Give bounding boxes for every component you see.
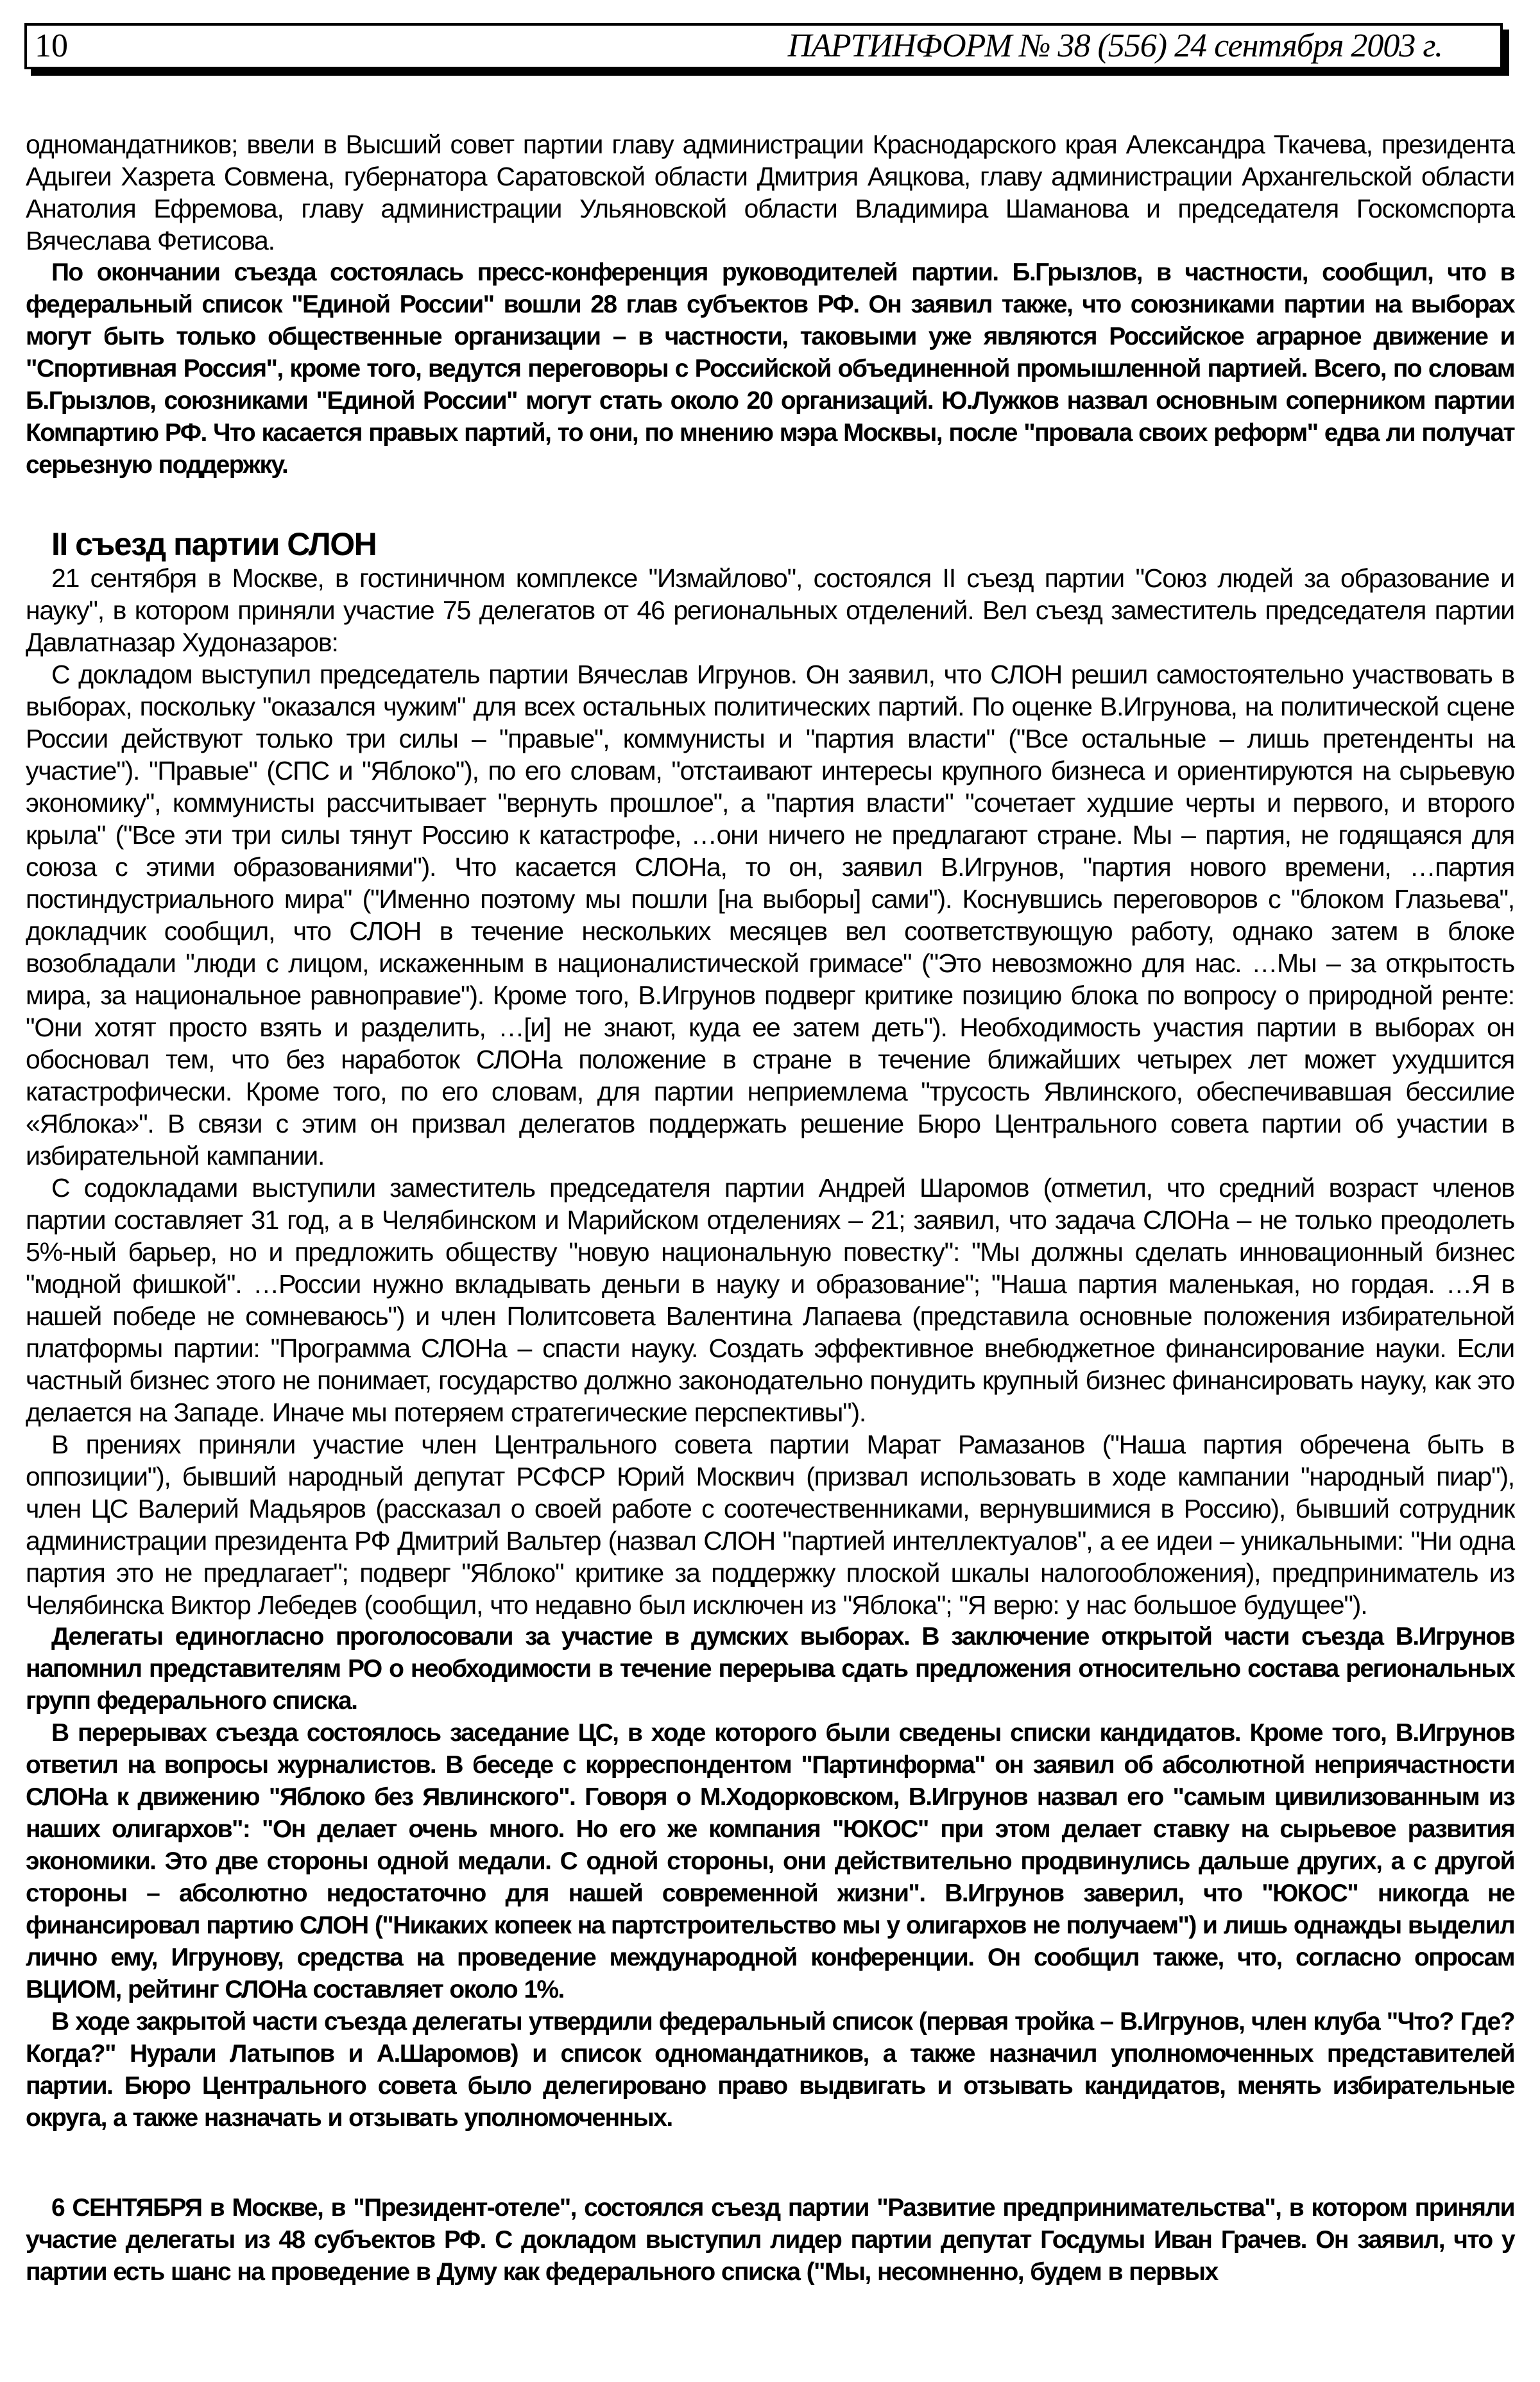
- page-header: [24, 23, 1503, 69]
- section-heading: II съезд партии СЛОН: [51, 526, 377, 562]
- final-paragraph: 6 СЕНТЯБРЯ в Москве, в "Президент-отеле", состоялся съезд партии "Развитие предпринимательства", в котором приняли участие делегаты из 48 субъектов РФ. С докладом выступил лидер партии депутат Госдумы Иван Грачев. Он заявил, что у партии есть шанс на проведение в Думу как федерального списка ("Мы, несомненно, будем в первых: [26, 2194, 1514, 2286]
- paragraph: С содокладами выступили заместитель председателя партии Андрей Шаромов (отметил, что средний возраст членов партии составляет 31 год, а в Челябинском и Марийском отделениях – 21; заявил, что задача СЛОНа – не только преодолеть 5%-ный барьер, но и предложить обществу "новую национальную повестку": "Мы должны сделать инновационный бизнес "модной фишкой". …России нужно вкладывать деньги в науку и образование"; "Наша партия маленькая, но гордая. …Я в нашей победе не сомневаюсь") и член Политсовета Валентина Лапаева (представила основные положения избирательной платформы партии: "Программа СЛОНа – спасти науку. Создать эффективное внебюджетное финансирование науки. Если частный бизнес этого не понимает, государство должно законодательно понудить крупный бизнес финансировать науку, как это делается на Западе. Иначе мы потеряем стратегические перспективы").: [26, 1173, 1514, 1427]
- paragraph: С докладом выступил председатель партии Вячеслав Игрунов. Он заявил, что СЛОН решил самостоятельно участвовать в выборах, поскольку "оказался чужим" для всех остальных политических партий. По оценке В.Игрунова, на политической сцене России действуют только три силы – "правые", коммунисты и "партия власти" ("Все остальные – лишь претенденты на участие"). "Правые" (СПС и "Яблоко"), по его словам, "отстаивают интересы крупного бизнеса и ориентируются на сырьевую экономику", коммунисты рассчитывает "вернуть прошлое", а "партия власти" "сочетает худшие черты и первого, и второго крыла" ("Все эти три силы тянут Россию к катастрофе, …они ничего не предлагают стране. Мы – партия, не годящаяся для союза с этими образованиями"). Что касается СЛОНа, то он, заявил В.Игрунов, "партия нового времени, …партия постиндустриального мира" ("Именно поэтому мы пошли [на выборы] сами"). Коснувшись переговоров с "блоком Глазьева", докладчик сообщил, что СЛОН в течение нескольких месяцев вел соответствующую работу, однако затем в блоке возобладали "люди с лицом, искаженным в националистической гримасе" ("Это невозможно для нас. …Мы – за открытость мира, за национальное равноправие"). Кроме того, В.Игрунов подверг критике позицию блока по вопросу о природной ренте: "Они хотят просто взять и разделить, …[и] не знают, куда ее затем деть"). Необходимость участия партии в выборах он обосновал тем, что без наработок СЛОНа положение в стране в течение ближайших четырех лет может ухудшится катастрофически. Кроме того, по его словам, для партии неприемлема "трусость Явлинского, обеспечивавшая бессилие «Яблока»". В связи с этим он призвал делегатов поддержать решение Бюро Центрального совета партии об участии в избирательной кампании.: [26, 660, 1514, 1170]
- bold-paragraph: В перерывах съезда состоялось заседание ЦС, в ходе которого были сведены списки кандидатов. Кроме того, В.Игрунов ответил на вопросы журналистов. В беседе с корреспондентом "Партинформа" он заявил об абсолютной неприячастности СЛОНа к движению "Яблоко без Явлинского". Говоря о М.Ходорковском, В.Игрунов назвал его "самым цивилизованным из наших олигархов": "Он делает очень много. Но его же компания "ЮКОС" при этом делает ставку на сырьевое развития экономики. Это две стороны одной медали. С одной стороны, они действительно продвинулись дальше других, а с другой стороны – абсолютно недостаточно для нашей современной жизни". В.Игрунов заверил, что "ЮКОС" никогда не финансировал партию СЛОН ("Никаких копеек на партстроительство мы у олигархов не получаем") и лишь однажды выделил лично ему, Игрунову, средства на проведение международной конференции. Он сообщил также, что, согласно опросам ВЦИОМ, рейтинг СЛОНа составляет около 1%.: [26, 1719, 1514, 2003]
- spacer: [26, 2134, 1514, 2192]
- page-number: 10: [35, 28, 68, 64]
- publication-title: ПАРТИНФОРМ № 38 (556) 24 сентября 2003 г.: [787, 28, 1442, 64]
- article-body: [26, 128, 1514, 2288]
- bold-paragraph: По окончании съезда состоялась пресс-конференция руководителей партии. Б.Грызлов, в частности, сообщил, что в федеральный список "Единой России" вошли 28 глав субъектов РФ. Он заявил также, что союзниками партии на выборах могут быть только общественные организации – в частности, таковыми уже являются Российское аграрное движение и "Спортивная Россия", кроме того, ведутся переговоры с Российской объединенной промышленной партией. Всего, по словам Б.Грызлов, союзниками "Единой России" могут стать около 20 организаций. Ю.Лужков назвал основным соперником партии Компартию РФ. Что касается правых партий, то они, по мнению мэра Москвы, после "провала своих реформ" едва ли получат серьезную поддержку.: [26, 259, 1514, 479]
- paragraph: одномандатников; ввели в Высший совет партии главу администрации Краснодарского края Александра Ткачева, президента Адыгеи Хазрета Совмена, губернатора Саратовской области Дмитрия Аяцкова, главу администрации Архангельской области Анатолия Ефремова, главу администрации Ульяновской области Владимира Шаманова и председателя Госкомспорта Вячеслава Фетисова.: [26, 130, 1514, 255]
- bold-paragraph: Делегаты единогласно проголосовали за участие в думских выборах. В заключение открытой части съезда В.Игрунов напомнил представителям РО о необходимости в течение перерыва сдать предложения относительно состава региональных групп федерального списка.: [26, 1623, 1514, 1715]
- bold-paragraph: В ходе закрытой части съезда делегаты утвердили федеральный список (первая тройка – В.Игрунов, член клуба "Что? Где? Когда?" Нурали Латыпов и А.Шаромов) и список одномандатников, а также назначил уполномоченных представителей партии. Бюро Центрального совета было делегировано право выдвигать и отзывать кандидатов, менять избирательные округа, а также назначать и отзывать уполномоченных.: [26, 2008, 1514, 2132]
- paragraph: 21 сентября в Москве, в гостиничном комплексе "Измайлово", состоялся II съезд партии "Союз людей за образование и науку", в котором приняли участие 75 делегатов от 46 региональных отделений. Вел съезд заместитель председателя партии Давлатназар Худоназаров:: [26, 563, 1514, 657]
- paragraph: В прениях приняли участие член Центрального совета партии Марат Рамазанов ("Наша партия обречена быть в оппозиции"), бывший народный депутат РСФСР Юрий Москвич (призвал использовать в ходе кампании "народный пиар"), член ЦС Валерий Мадьяров (рассказал о своей работе с соотечественниками, вернувшимися в Россию), бывший сотрудник администрации президента РФ Дмитрий Вальтер (назвал СЛОН "партией интеллектуалов", а ее идеи – уникальными: "Ни одна партия это не предлагает"; подверг "Яблоко" критике за поддержку плоской шкалы налогообложения), предприниматель из Челябинска Виктор Лебедев (сообщил, что недавно был исключен из "Яблока"; "Я верю: у нас большое будущее").: [26, 1430, 1514, 1620]
